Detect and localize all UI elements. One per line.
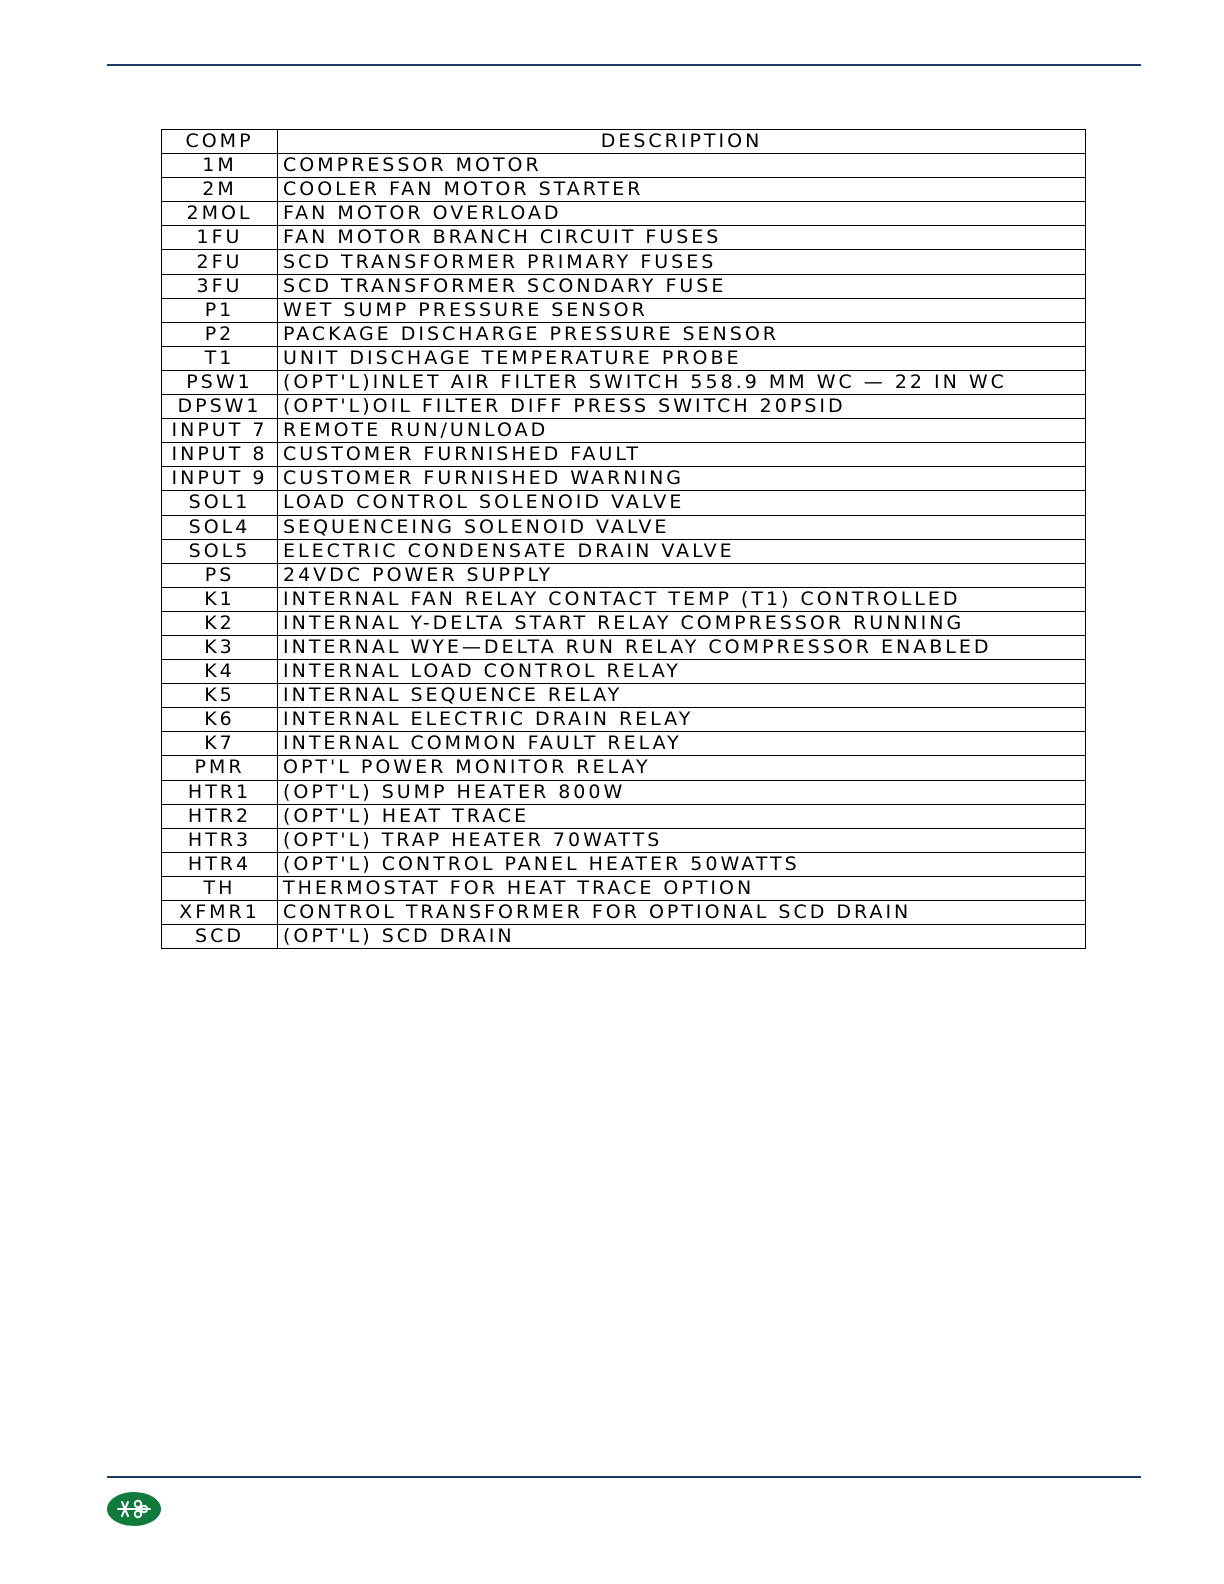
comp-cell: DPSW1	[162, 395, 278, 419]
description-cell: (OPT'L) HEAT TRACE	[278, 804, 1086, 828]
description-cell: CUSTOMER FURNISHED WARNING	[278, 467, 1086, 491]
table-row	[162, 467, 1086, 491]
description-cell: (OPT'L) SCD DRAIN	[278, 925, 1086, 949]
description-cell: WET SUMP PRESSURE SENSOR	[278, 298, 1086, 322]
table-row	[162, 732, 1086, 756]
table-row	[162, 852, 1086, 876]
comp-cell: 2FU	[162, 250, 278, 274]
description-cell: INTERNAL Y-DELTA START RELAY COMPRESSOR RUNNING	[278, 611, 1086, 635]
comp-cell: SOL4	[162, 515, 278, 539]
table-row	[162, 298, 1086, 322]
description-cell: CONTROL TRANSFORMER FOR OPTIONAL SCD DRAIN	[278, 901, 1086, 925]
description-cell: (OPT'L)OIL FILTER DIFF PRESS SWITCH 20PSID	[278, 395, 1086, 419]
comp-cell: PMR	[162, 756, 278, 780]
table-row	[162, 901, 1086, 925]
description-cell: 24VDC POWER SUPPLY	[278, 563, 1086, 587]
comp-cell: K6	[162, 708, 278, 732]
description-cell: (OPT'L) TRAP HEATER 70WATTS	[278, 828, 1086, 852]
table-row	[162, 515, 1086, 539]
comp-cell: K3	[162, 635, 278, 659]
comp-cell: INPUT 7	[162, 419, 278, 443]
comp-cell: K4	[162, 660, 278, 684]
table-row	[162, 154, 1086, 178]
comp-cell: PSW1	[162, 370, 278, 394]
component-legend-table	[161, 129, 1086, 949]
table-row	[162, 370, 1086, 394]
comp-cell: P1	[162, 298, 278, 322]
description-cell: (OPT'L)INLET AIR FILTER SWITCH 558.9 MM WC — 22 IN WC	[278, 370, 1086, 394]
comp-cell: SCD	[162, 925, 278, 949]
comp-cell: 3FU	[162, 274, 278, 298]
comp-cell: 2M	[162, 178, 278, 202]
comp-cell: K7	[162, 732, 278, 756]
comp-cell: INPUT 8	[162, 443, 278, 467]
description-cell: COMPRESSOR MOTOR	[278, 154, 1086, 178]
table-row	[162, 419, 1086, 443]
table-row	[162, 202, 1086, 226]
description-cell: THERMOSTAT FOR HEAT TRACE OPTION	[278, 876, 1086, 900]
table-row	[162, 274, 1086, 298]
description-cell: INTERNAL WYE—DELTA RUN RELAY COMPRESSOR ENABLED	[278, 635, 1086, 659]
description-cell: SCD TRANSFORMER PRIMARY FUSES	[278, 250, 1086, 274]
table-row	[162, 828, 1086, 852]
comp-cell: 1FU	[162, 226, 278, 250]
comp-cell: 1M	[162, 154, 278, 178]
table-row	[162, 322, 1086, 346]
description-cell: COOLER FAN MOTOR STARTER	[278, 178, 1086, 202]
description-cell: (OPT'L) CONTROL PANEL HEATER 50WATTS	[278, 852, 1086, 876]
description-cell: OPT'L POWER MONITOR RELAY	[278, 756, 1086, 780]
table-row	[162, 539, 1086, 563]
table-row	[162, 611, 1086, 635]
comp-cell: SOL5	[162, 539, 278, 563]
table-row	[162, 756, 1086, 780]
description-cell: CUSTOMER FURNISHED FAULT	[278, 443, 1086, 467]
table-row	[162, 708, 1086, 732]
comp-cell: T1	[162, 346, 278, 370]
comp-cell: PS	[162, 563, 278, 587]
description-cell: LOAD CONTROL SOLENOID VALVE	[278, 491, 1086, 515]
table-row	[162, 660, 1086, 684]
table-row	[162, 876, 1086, 900]
header-rule	[107, 64, 1141, 66]
table-header-row	[162, 130, 1086, 154]
comp-cell: INPUT 9	[162, 467, 278, 491]
description-cell: INTERNAL COMMON FAULT RELAY	[278, 732, 1086, 756]
comp-cell: SOL1	[162, 491, 278, 515]
table-row	[162, 178, 1086, 202]
description-cell: INTERNAL ELECTRIC DRAIN RELAY	[278, 708, 1086, 732]
table-row	[162, 684, 1086, 708]
description-cell: REMOTE RUN/UNLOAD	[278, 419, 1086, 443]
footer-rule	[107, 1476, 1141, 1478]
table-row	[162, 226, 1086, 250]
comp-cell: P2	[162, 322, 278, 346]
description-cell: SEQUENCEING SOLENOID VALVE	[278, 515, 1086, 539]
comp-cell: HTR2	[162, 804, 278, 828]
description-cell: ELECTRIC CONDENSATE DRAIN VALVE	[278, 539, 1086, 563]
description-cell: INTERNAL SEQUENCE RELAY	[278, 684, 1086, 708]
table-row	[162, 587, 1086, 611]
comp-cell: XFMR1	[162, 901, 278, 925]
table-row	[162, 804, 1086, 828]
table-row	[162, 780, 1086, 804]
description-cell: FAN MOTOR BRANCH CIRCUIT FUSES	[278, 226, 1086, 250]
table-row	[162, 443, 1086, 467]
legend-table-body	[162, 154, 1086, 949]
table-row	[162, 563, 1086, 587]
table-row	[162, 635, 1086, 659]
description-cell: UNIT DISCHAGE TEMPERATURE PROBE	[278, 346, 1086, 370]
table-row	[162, 491, 1086, 515]
comp-cell: HTR4	[162, 852, 278, 876]
table-row	[162, 395, 1086, 419]
comp-cell: K5	[162, 684, 278, 708]
comp-cell: K1	[162, 587, 278, 611]
comp-cell: 2MOL	[162, 202, 278, 226]
comp-cell: HTR3	[162, 828, 278, 852]
comp-cell: HTR1	[162, 780, 278, 804]
description-cell: PACKAGE DISCHARGE PRESSURE SENSOR	[278, 322, 1086, 346]
description-cell: INTERNAL FAN RELAY CONTACT TEMP (T1) CONTROLLED	[278, 587, 1086, 611]
description-cell: (OPT'L) SUMP HEATER 800W	[278, 780, 1086, 804]
comp-cell: K2	[162, 611, 278, 635]
description-cell: INTERNAL LOAD CONTROL RELAY	[278, 660, 1086, 684]
table-row	[162, 250, 1086, 274]
description-cell: FAN MOTOR OVERLOAD	[278, 202, 1086, 226]
comp-cell: TH	[162, 876, 278, 900]
table-row	[162, 925, 1086, 949]
description-cell: SCD TRANSFORMER SCONDARY FUSE	[278, 274, 1086, 298]
comp-column-header: COMP	[162, 130, 278, 154]
table-row	[162, 346, 1086, 370]
description-column-header: DESCRIPTION	[278, 130, 1086, 154]
company-logo-icon	[106, 1491, 162, 1527]
